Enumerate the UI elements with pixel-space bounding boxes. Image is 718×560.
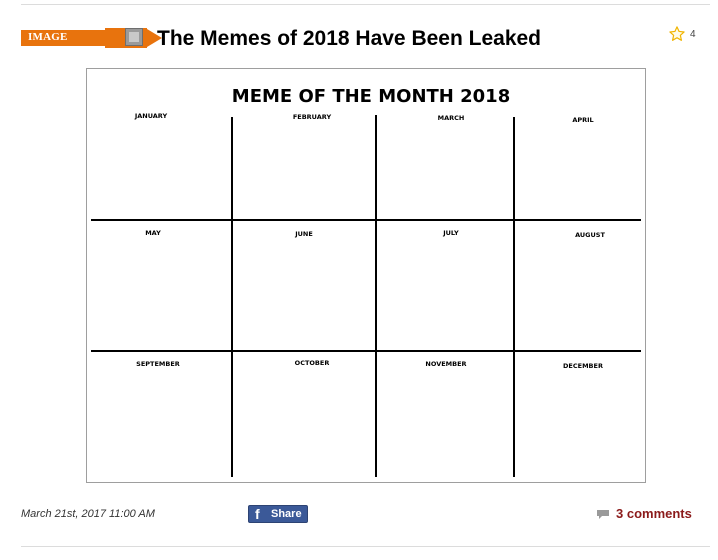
month-labels xyxy=(134,112,606,370)
speech-bubble-icon xyxy=(596,509,610,520)
month-label-october: OCTOBER xyxy=(294,359,330,367)
month-label-february: FEBRUARY xyxy=(292,113,332,121)
meme-image[interactable] xyxy=(86,68,646,483)
image-frame-icon xyxy=(105,28,147,48)
month-label-august: AUGUST xyxy=(575,231,605,239)
month-label-june: JUNE xyxy=(295,230,313,238)
month-label-april: APRIL xyxy=(572,116,594,124)
month-label-november: NOVEMBER xyxy=(425,360,467,368)
facebook-share-button[interactable] xyxy=(248,505,308,523)
category-tag[interactable] xyxy=(21,28,142,48)
star-outline-icon[interactable] xyxy=(668,25,686,43)
month-label-december: DECEMBER xyxy=(563,362,603,370)
share-label: Share xyxy=(271,508,302,520)
bottom-divider xyxy=(21,546,710,547)
meme-heading: MEME OF THE MONTH 2018 xyxy=(231,86,511,107)
month-label-march: MARCH xyxy=(437,114,465,122)
facebook-icon: f xyxy=(255,506,260,522)
post-date: March 21st, 2017 11:00 AM xyxy=(21,508,155,520)
rating-widget[interactable] xyxy=(668,25,708,45)
meme-calendar xyxy=(87,69,645,482)
month-label-may: MAY xyxy=(145,229,161,237)
month-label-july: JULY xyxy=(443,229,459,237)
category-label: IMAGE xyxy=(28,31,68,43)
month-label-september: SEPTEMBER xyxy=(136,360,180,368)
month-label-january: JANUARY xyxy=(134,112,168,120)
post-title[interactable]: The Memes of 2018 Have Been Leaked xyxy=(157,27,542,50)
calendar-grid xyxy=(91,115,641,477)
rating-count: 4 xyxy=(690,29,696,40)
top-divider xyxy=(21,4,710,5)
comments-count: 3 comments xyxy=(616,506,692,521)
